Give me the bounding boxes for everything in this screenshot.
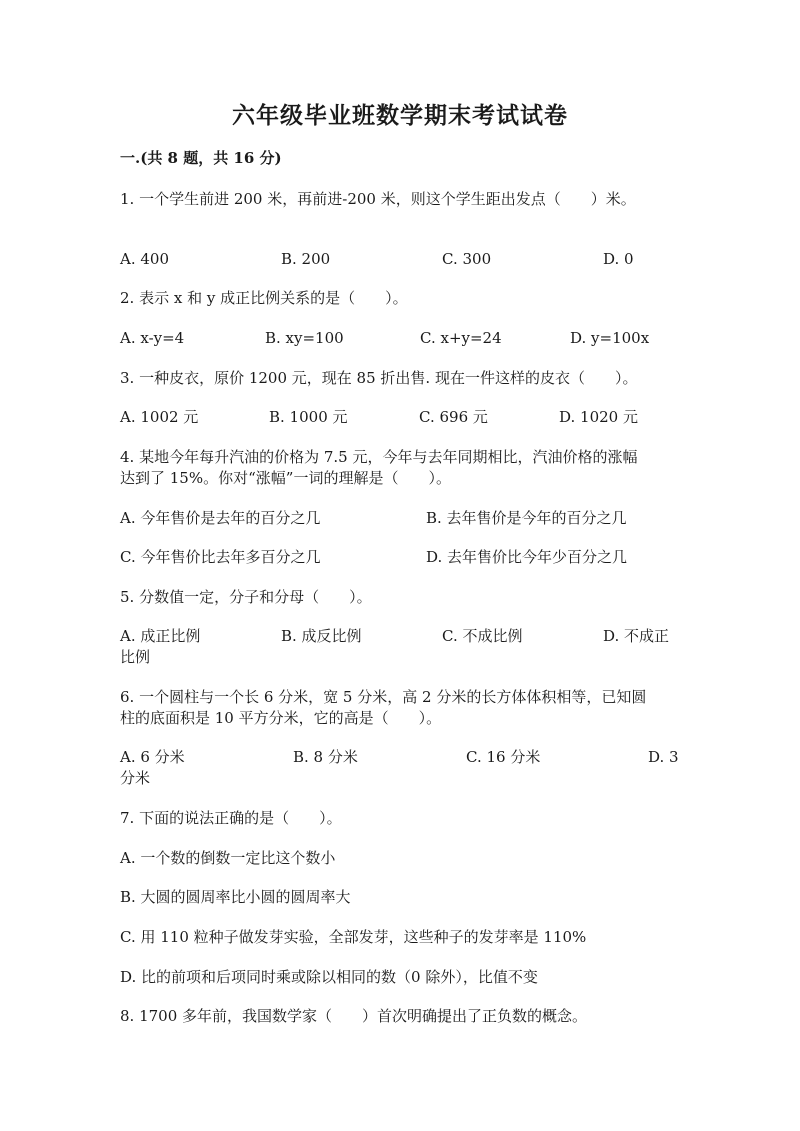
question-6-stem-line-2: 柱的底面积是 10 平方分米，它的高是（ ）。 [120,709,442,727]
q7-option-a: A. 一个数的倒数一定比这个数小 [120,849,336,867]
q4-option-a: A. 今年售价是去年的百分之几 [120,509,321,527]
question-4-stem-line-1: 4. 某地今年每升汽油的价格为 7.5 元，今年与去年同期相比，汽油价格的涨幅 [120,448,638,466]
q3-option-b: B. 1000 元 [269,408,348,426]
q5-option-c: C. 不成比例 [442,627,523,645]
question-8-stem: 8. 1700 多年前，我国数学家（ ）首次明确提出了正负数的概念。 [120,1007,588,1025]
question-2-stem: 2. 表示 x 和 y 成正比例关系的是（ ）。 [120,289,408,307]
section-heading: 一.(共 8 题，共 16 分) [120,149,282,167]
question-5-stem: 5. 分数值一定，分子和分母（ ）。 [120,588,372,606]
q2-option-c: C. x+y=24 [420,329,502,347]
q3-option-d: D. 1020 元 [559,408,638,426]
q5-option-d-continuation: 比例 [120,648,151,666]
q4-option-b: B. 去年售价是今年的百分之几 [426,509,627,527]
q6-option-d-continuation: 分米 [120,769,151,787]
q4-option-c: C. 今年售价比去年多百分之几 [120,548,321,566]
question-3-stem: 3. 一种皮衣，原价 1200 元，现在 85 折出售. 现在一件这样的皮衣（ ）。 [120,369,638,387]
question-6-stem-line-1: 6. 一个圆柱与一个长 6 分米，宽 5 分米，高 2 分米的长方体体积相等，已知圆 [120,688,647,706]
q1-option-a: A. 400 [120,250,169,268]
question-4-stem-line-2: 达到了 15%。你对“涨幅”一词的理解是（ ）。 [120,469,451,487]
q6-option-b: B. 8 分米 [293,748,358,766]
q6-option-c: C. 16 分米 [466,748,541,766]
q4-option-d: D. 去年售价比今年少百分之几 [426,548,628,566]
q5-option-b: B. 成反比例 [281,627,362,645]
q6-option-a: A. 6 分米 [120,748,185,766]
q7-option-d: D. 比的前项和后项同时乘或除以相同的数（0 除外），比值不变 [120,968,538,986]
q3-option-a: A. 1002 元 [120,408,199,426]
question-1-stem: 1. 一个学生前进 200 米，再前进-200 米，则这个学生距出发点（ ）米。 [120,190,636,208]
q2-option-a: A. x-y=4 [120,329,185,347]
q7-option-b: B. 大圆的圆周率比小圆的圆周率大 [120,888,351,906]
q2-option-b: B. xy=100 [265,329,344,347]
q5-option-d: D. 不成正 [603,627,670,645]
q2-option-d: D. y=100x [570,329,650,347]
page-title: 六年级毕业班数学期末考试试卷 [232,102,568,129]
q1-option-d: D. 0 [603,250,634,268]
question-7-stem: 7. 下面的说法正确的是（ ）。 [120,809,342,827]
q1-option-b: B. 200 [281,250,331,268]
q5-option-a: A. 成正比例 [120,627,201,645]
q7-option-c: C. 用 110 粒种子做发芽实验，全部发芽，这些种子的发芽率是 110% [120,928,587,946]
q6-option-d: D. 3 [648,748,679,766]
q1-option-c: C. 300 [442,250,492,268]
q3-option-c: C. 696 元 [419,408,488,426]
